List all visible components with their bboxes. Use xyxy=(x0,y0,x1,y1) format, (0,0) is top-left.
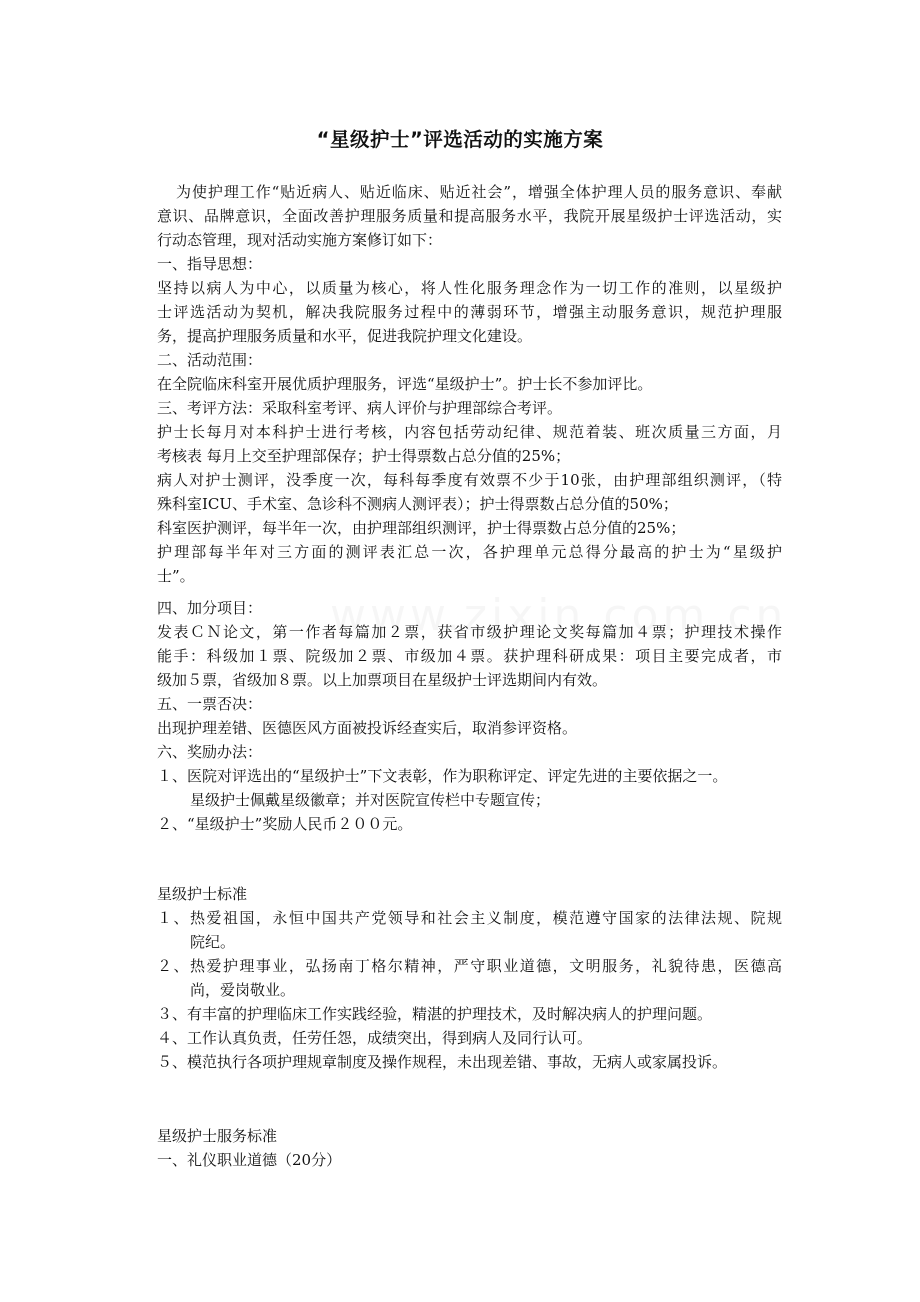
standard-item-4: ４、工作认真负责，任劳任怨，成绩突出，得到病人及同行认可。 xyxy=(157,1029,593,1047)
section-heading-1: 一、指导思想： xyxy=(157,255,263,273)
section-5-line-1: 出现护理差错、医德医风方面被投诉经查实后，取消参评资格。 xyxy=(157,719,578,737)
section-3-line-4: 殊科室ICU、手术室、急诊科不测病人测评表）；护士得票数占总分值的50%； xyxy=(157,495,678,513)
intro-line-1: 为使护理工作“贴近病人、贴近临床、贴近社会”，增强全体护理人员的服务意识、奉献 xyxy=(176,183,782,201)
section-heading-3: 三、考评方法：采取科室考评、病人评价与护理部综合考评。 xyxy=(157,399,563,417)
standard-item-3: ３、有丰富的护理临床工作实践经验，精湛的护理技术，及时解决病人的护理问题。 xyxy=(157,1005,713,1023)
reward-item-1-cont: 星级护士佩戴星级徽章；并对医院宣传栏中专题宣传； xyxy=(190,791,551,809)
intro-line-2: 意识、品牌意识，全面改善护理服务质量和提高服务水平，我院开展星级护士评选活动，实 xyxy=(157,207,782,225)
section-2-line-1: 在全院临床科室开展优质护理服务，评选“星级护士”。护士长不参加评比。 xyxy=(157,375,653,393)
section-3-line-6: 护理部每半年对三方面的测评表汇总一次，各护理单元总得分最高的护士为“星级护 xyxy=(157,543,782,561)
section-3-line-2: 考核表 每月上交至护理部保存；护士得票数占总分值的25%； xyxy=(157,447,571,465)
standard-item-2: ２、热爱护理事业，弘扬南丁格尔精神，严守职业道德，文明服务，礼貌待患，医德高 xyxy=(157,957,782,975)
standard-item-2-cont: 尚，爱岗敬业。 xyxy=(190,981,296,999)
reward-item-1: １、医院对评选出的“星级护士”下文表彰，作为职称评定、评定先进的主要依据之一。 xyxy=(157,767,728,785)
standard-item-1: １、热爱祖国，永恒中国共产党领导和社会主义制度，模范遵守国家的法律法规、院规 xyxy=(157,909,782,927)
section-3-line-1: 护士长每月对本科护士进行考核，内容包括劳动纪律、规范着装、班次质量三方面，月 xyxy=(157,423,782,441)
section-heading-2: 二、活动范围： xyxy=(157,351,263,369)
standard-item-5: ５、模范执行各项护理规章制度及操作规程，未出现差错、事故，无病人或家属投诉。 xyxy=(157,1053,728,1071)
document-title: “星级护士”评选活动的实施方案 xyxy=(316,128,604,151)
section-4-line-3: 级加５票，省级加８票。以上加票项目在星级护士评选期间内有效。 xyxy=(157,671,608,689)
standards-heading: 星级护士标准 xyxy=(157,885,248,903)
section-4-line-1: 发表ＣＮ论文，第一作者每篇加２票，获省市级护理论文奖每篇加４票；护理技术操作 xyxy=(157,623,782,641)
service-standard-item-1: 一、礼仪职业道德（20分） xyxy=(157,1151,342,1169)
section-1-line-2: 士评选活动为契机，解决我院服务过程中的薄弱环节，增强主动服务意识，规范护理服 xyxy=(157,303,782,321)
section-heading-5: 五、一票否决： xyxy=(157,695,263,713)
section-3-line-3: 病人对护士测评，没季度一次，每科每季度有效票不少于10张，由护理部组织测评，（特 xyxy=(157,471,782,489)
section-3-line-5: 科室医护测评，每半年一次，由护理部组织测评，护士得票数占总分值的25%； xyxy=(157,519,686,537)
intro-line-3: 行动态管理，现对活动实施方案修订如下： xyxy=(157,231,443,249)
section-4-line-2: 能手：科级加１票、院级加２票、市级加４票。获护理科研成果：项目主要完成者，市 xyxy=(157,647,782,665)
section-1-line-3: 务，提高护理服务质量和水平，促进我院护理文化建设。 xyxy=(157,327,533,345)
reward-item-2: ２、“星级护士”奖励人民币２００元。 xyxy=(157,815,413,833)
section-heading-4: 四、加分项目： xyxy=(157,599,263,617)
service-standards-heading: 星级护士服务标准 xyxy=(157,1127,278,1145)
standard-item-1-cont: 院纪。 xyxy=(190,933,236,951)
section-3-line-7: 士”。 xyxy=(157,567,195,585)
section-1-line-1: 坚持以病人为中心，以质量为核心，将人性化服务理念作为一切工作的准则，以星级护 xyxy=(157,279,782,297)
section-heading-6: 六、奖励办法： xyxy=(157,743,263,761)
